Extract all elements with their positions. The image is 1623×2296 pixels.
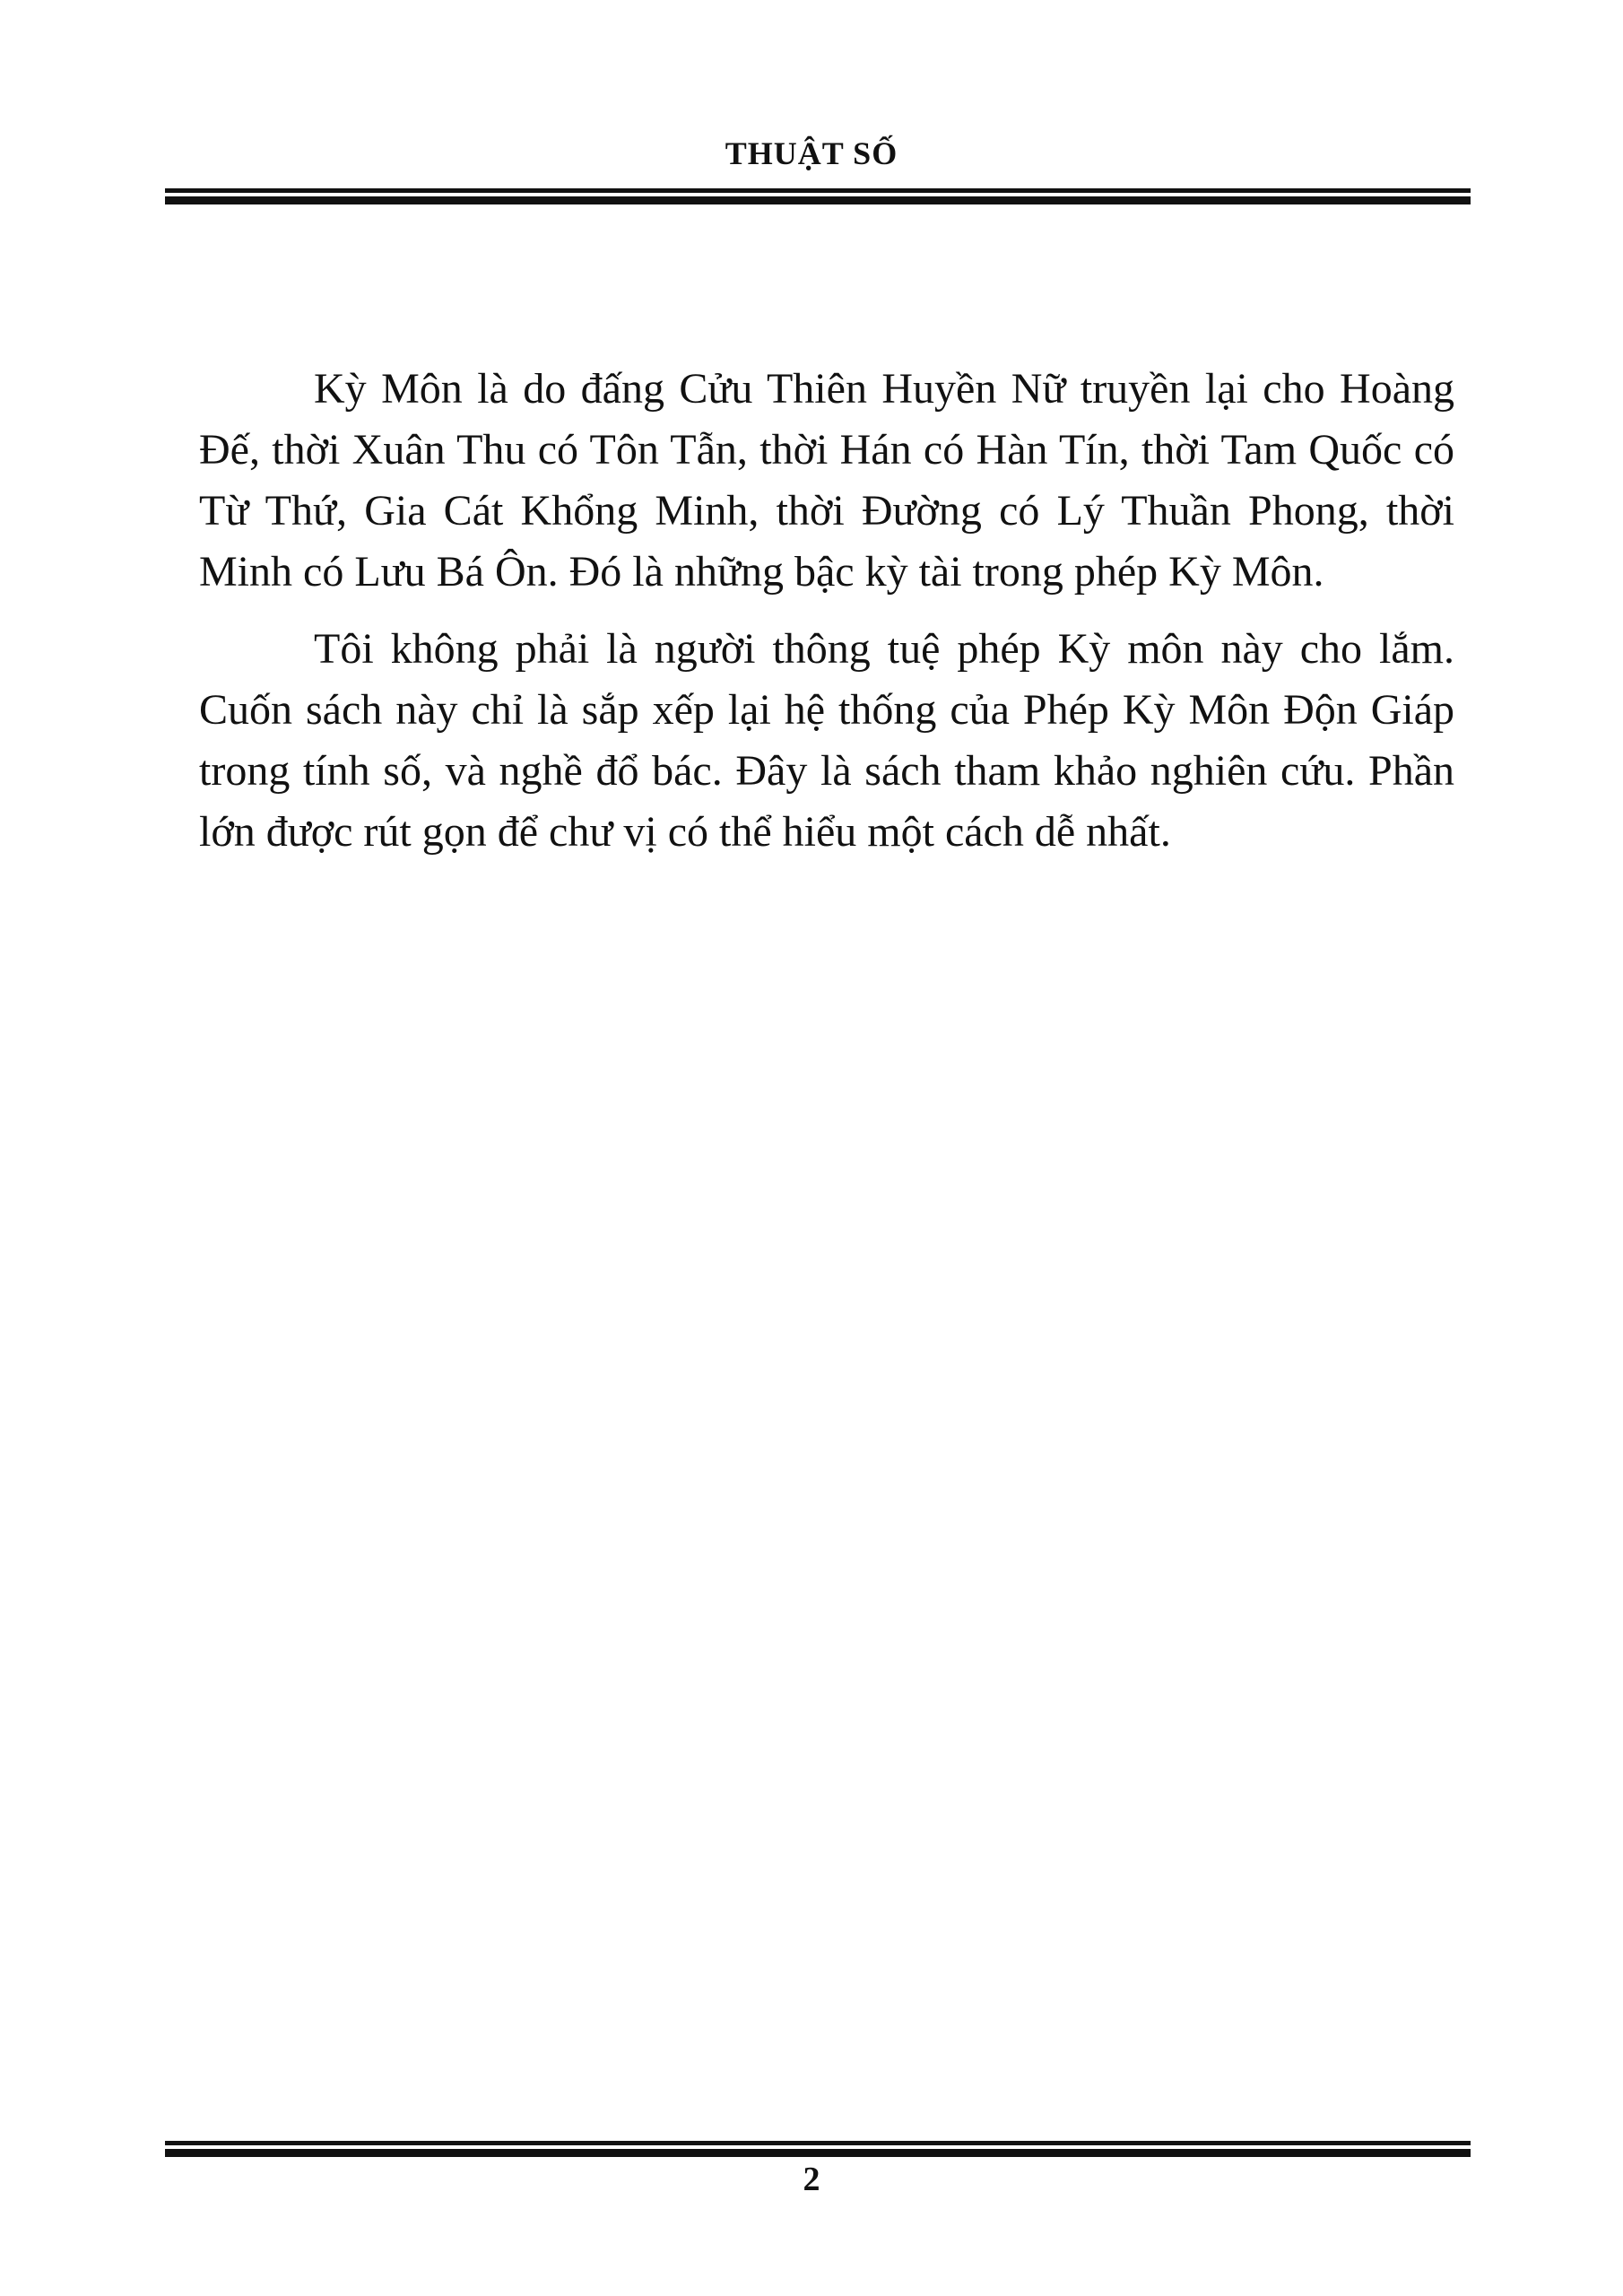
header-rule [165, 188, 1471, 204]
paragraph-1: Kỳ Môn là do đấng Cửu Thiên Huyền Nữ truyền lại cho Hoàng Đế, thời Xuân Thu có Tôn Tẫn, thời Hán có Hàn Tín, thời Tam Quốc có Từ Thứ, Gia Cát Khổng Minh, thời Đường có Lý Thuần Phong, thời Minh có Lưu Bá Ôn. Đó là những bậc kỳ tài trong phép Kỳ Môn. [199, 365, 1454, 596]
running-header: THUẬT SỐ [725, 135, 898, 171]
page-number: 2 [803, 2161, 820, 2198]
paragraph-2: Tôi không phải là người thông tuệ phép Kỳ môn này cho lắm. Cuốn sách này chỉ là sắp xếp lại hệ thống của Phép Kỳ Môn Độn Giáp trong tính số, và nghề đổ bác. Đây là sách tham khảo nghiên cứu. Phần lớn được rút gọn để chư vị có thể hiểu một cách dễ nhất. [199, 625, 1454, 856]
footer-rule [165, 2141, 1471, 2157]
body-text [199, 359, 1454, 879]
